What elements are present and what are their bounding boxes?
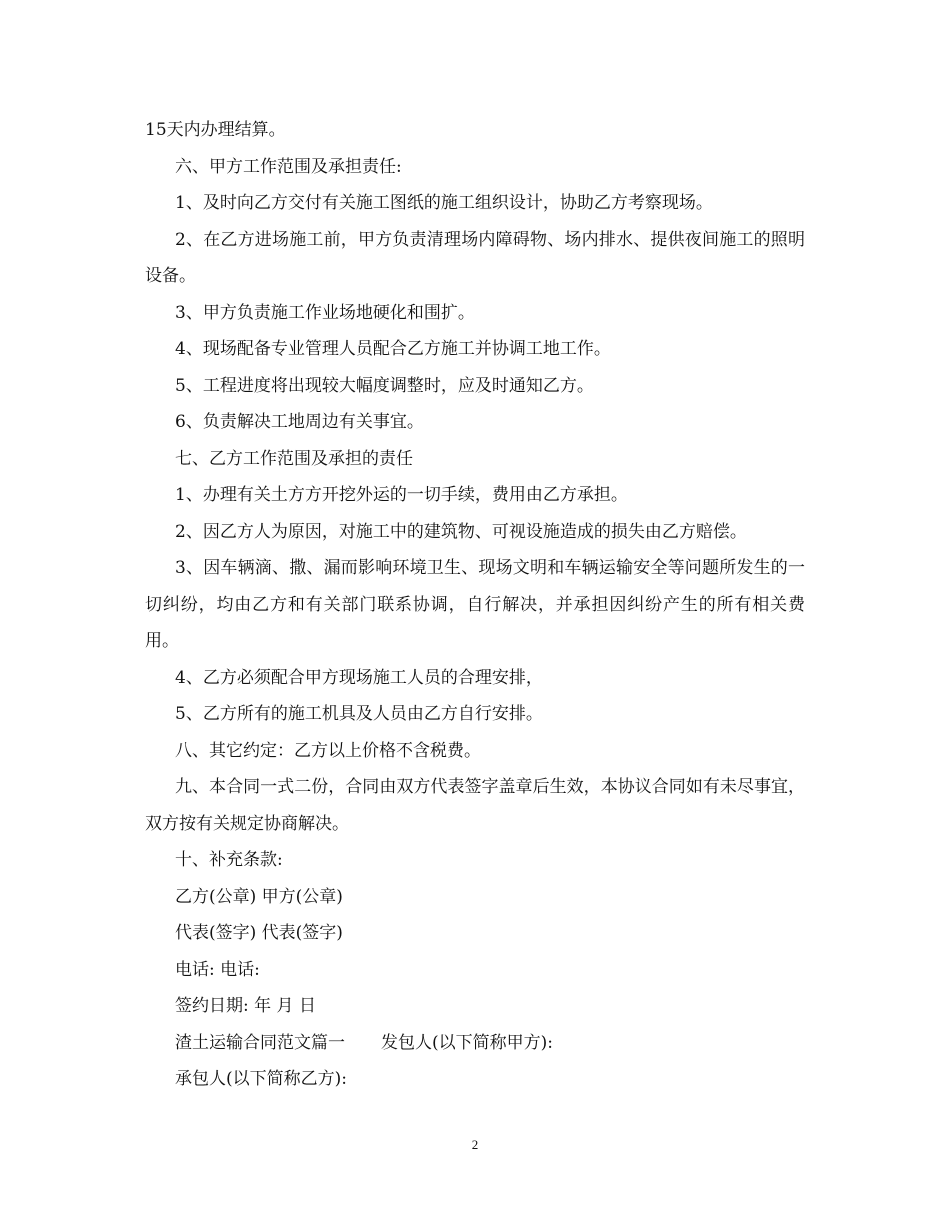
paragraph-5: 3、甲方负责施工作业场地硬化和围扩。 <box>175 302 475 323</box>
signature-representative-line: 代表(签字) 代表(签字) <box>175 923 343 943</box>
contract-heading-line <box>145 1025 805 1062</box>
page-number: 2 <box>471 1137 479 1152</box>
signature-date-line: 签约日期: 年 月 日 <box>175 996 316 1016</box>
paragraph-2: 六、甲方工作范围及承担责任: <box>175 156 402 177</box>
paragraph-17: 十、补充条款: <box>175 850 283 870</box>
paragraph-10: 1、办理有关土方方开挖外运的一切手续，费用由乙方承担。 <box>175 485 628 505</box>
paragraph-4: 2、在乙方进场施工前，甲方负责清理场内障碍物、场内排水、提供夜间施工的照明设备。 <box>145 229 805 286</box>
paragraph-8: 6、负责解决工地周边有关事宜。 <box>175 412 424 432</box>
paragraph-14: 5、乙方所有的施工机具及人员由乙方自行安排。 <box>175 704 543 724</box>
paragraph-12: 3、因车辆滴、撒、漏而影响环境卫生、现场文明和车辆运输安全等问题所发生的一切纠纷，均由乙方和有关部门联系协调，自行解决，并承担因纠纷产生的所有相关费用。 <box>145 558 805 651</box>
paragraph-6: 4、现场配备专业管理人员配合乙方施工并协调工地工作。 <box>175 339 611 359</box>
signature-phone-line: 电话: 电话: <box>175 959 260 980</box>
paragraph-16: 九、本合同一式二份，合同由双方代表签字盖章后生效，本协议合同如有未尽事宜，双方按有关规定协商解决。 <box>145 777 805 834</box>
paragraph-3: 1、及时向乙方交付有关施工图纸的施工组织设计，协助乙方考察现场。 <box>175 193 713 213</box>
paragraph-15: 八、其它约定：乙方以上价格不含税费。 <box>175 740 481 761</box>
contract-title: 渣土运输合同范文篇一 <box>175 1032 345 1053</box>
paragraph-9: 七、乙方工作范围及承担的责任 <box>175 448 413 469</box>
document-body <box>145 112 805 1098</box>
paragraph-11: 2、因乙方人为原因，对施工中的建筑物、可视设施造成的损失由乙方赔偿。 <box>175 521 747 542</box>
paragraph-7: 5、工程进度将出现较大幅度调整时，应及时通知乙方。 <box>175 375 594 396</box>
contractor-label: 承包人(以下简称乙方): <box>175 1069 347 1089</box>
signature-seal-line: 乙方(公章) 甲方(公章) <box>175 886 343 907</box>
paragraph-1: 15天内办理结算。 <box>145 120 286 140</box>
paragraph-13: 4、乙方必须配合甲方现场施工人员的合理安排， <box>175 667 543 688</box>
employer-label: 发包人(以下简称甲方): <box>381 1032 553 1053</box>
